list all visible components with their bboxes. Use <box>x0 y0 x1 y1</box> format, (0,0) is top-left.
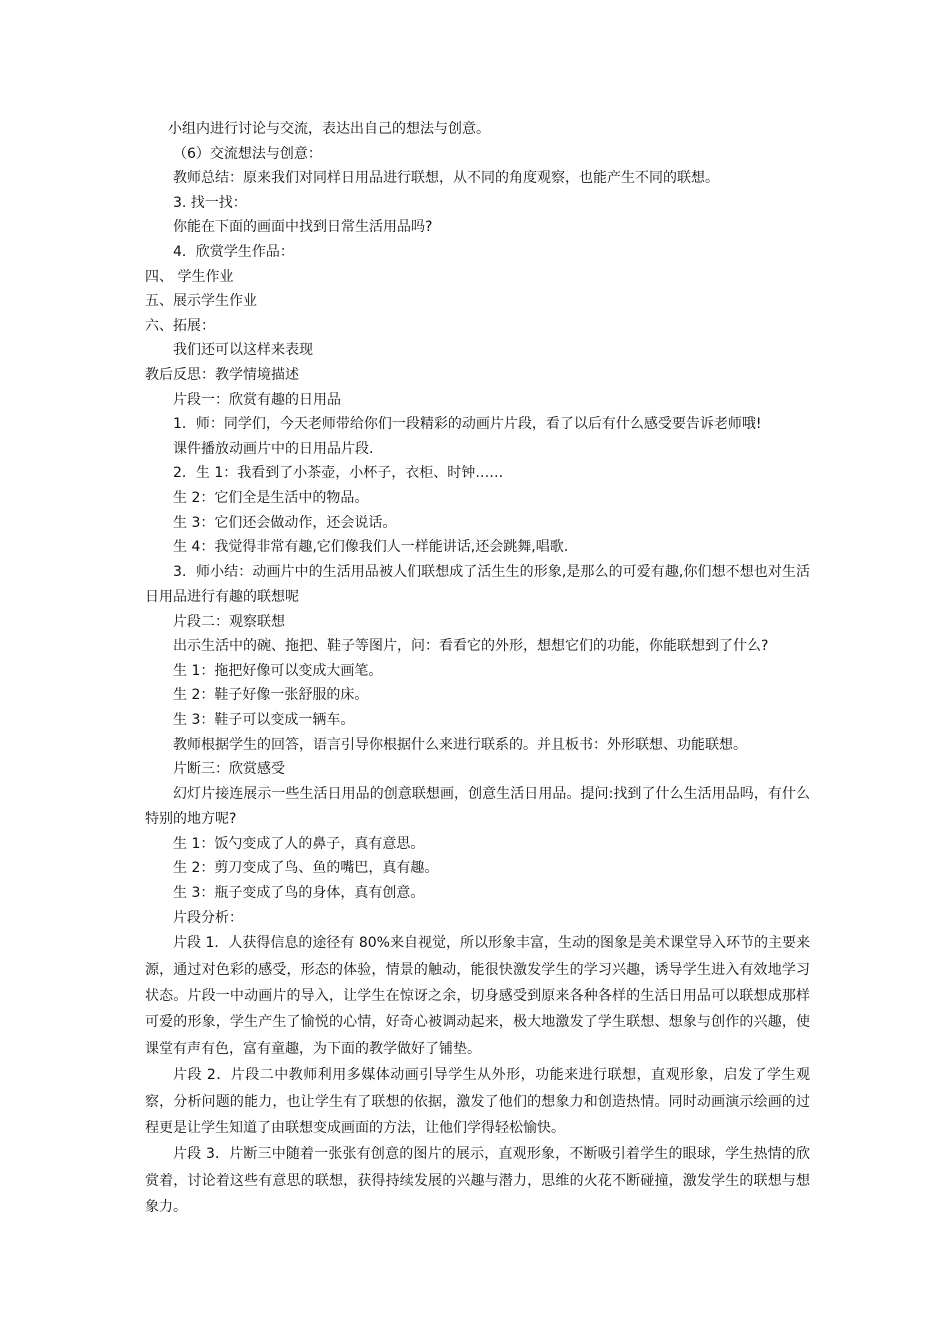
text-line: 生 3：瓶子变成了鸟的身体，真有创意。 <box>173 885 425 902</box>
text-line: 你能在下面的画面中找到日常生活用品吗? <box>173 219 433 236</box>
paragraph-analysis-2: 片段 2．片段二中教师利用多媒体动画引导学生从外形，功能来进行联想，直观形象，启发了学生观察，分析问题的能力，也让学生有了联想的依据，激发了他们的想象力和创造热情。同时动画演示绘画的过程更是让学生知道了由联想变成画面的方法，让他们学得轻松愉快。 <box>145 1067 810 1137</box>
text-line: 生 2：剪刀变成了鸟、鱼的嘴巴，真有趣。 <box>173 860 439 877</box>
section-heading: 四、 学生作业 <box>145 268 234 285</box>
text-line: 生 3：它们还会做动作，还会说话。 <box>173 514 397 531</box>
text-line: 4．欣赏学生作品： <box>173 243 294 260</box>
paragraph-analysis-3: 片段 3．片断三中随着一张张有创意的图片的展示，直观形象，不断吸引着学生的眼球，学生热情的欣赏着，讨论着这些有意思的联想，获得持续发展的兴趣与潜力，思维的火花不断碰撞，激发学生的联想与想象力。 <box>145 1146 810 1216</box>
paragraph-teacher-summary: 3．师小结：动画片中的生活用品被人们联想成了活生生的形象,是那么的可爱有趣,你们想不想也对生活日用品进行有趣的联想呢 <box>145 563 810 605</box>
text-line: 生 2：鞋子好像一张舒服的床。 <box>173 687 369 704</box>
text-line: 1．师：同学们，今天老师带给你们一段精彩的动画片片段，看了以后有什么感受要告诉老师哦! <box>173 416 762 433</box>
subsection-heading: 片段分析： <box>173 909 243 926</box>
text-line: 2．生 1：我看到了小茶壶，小杯子，衣柜、时钟…… <box>173 465 504 482</box>
text-line: 生 2：它们全是生活中的物品。 <box>173 489 369 506</box>
subsection-heading: 片段一：欣赏有趣的日用品 <box>173 391 341 408</box>
section-heading: 六、拓展： <box>145 317 215 334</box>
text-line: 生 3：鞋子可以变成一辆车。 <box>173 712 355 729</box>
section-heading: 教后反思：教学情境描述 <box>145 366 299 383</box>
paragraph-slides: 幻灯片接连展示一些生活日用品的创意联想画，创意生活日用品。提问:找到了什么生活用品吗，有什么特别的地方呢? <box>145 785 810 827</box>
text-line: 小组内进行讨论与交流，表达出自己的想法与创意。 <box>168 121 490 137</box>
text-line: 我们还可以这样来表现 <box>173 342 313 359</box>
text-line: 生 1：饭勺变成了人的鼻子，真有意思。 <box>173 835 425 852</box>
text-line: 课件播放动画片中的日用品片段. <box>173 440 374 457</box>
subsection-heading: 片段二：观察联想 <box>173 613 285 630</box>
paragraph-analysis-1: 片段 1．人获得信息的途径有 80%来自视觉，所以形象丰富，生动的图象是美术课堂导入环节的主要来源，通过对色彩的感受，形态的体验，情景的触动，能很快激发学生的学习兴趣，诱导学生进入有效地学习状态。片段一中动画片的导入，让学生在惊讶之余，切身感受到原来各种各样的生活日用品可以联想成那样可爱的形象，学生产生了愉悦的心情，好奇心被调动起来，极大地激发了学生联想、想象与创作的兴趣，使课堂有声有色，富有童趣，为下面的教学做好了铺垫。 <box>145 935 810 1057</box>
document-body <box>145 117 810 1221</box>
section-heading: 五、展示学生作业 <box>145 293 257 310</box>
text-line: 生 4：我觉得非常有趣,它们像我们人一样能讲话,还会跳舞,唱歌. <box>173 539 569 556</box>
subsection-heading: 片断三：欣赏感受 <box>173 761 285 778</box>
text-line: 出示生活中的碗、拖把、鞋子等图片，问：看看它的外形，想想它们的功能，你能联想到了什么? <box>173 638 769 655</box>
text-line: 3. 找一找： <box>173 194 247 211</box>
text-line: 生 1：拖把好像可以变成大画笔。 <box>173 662 383 679</box>
text-line: 教师总结：原来我们对同样日用品进行联想，从不同的角度观察，也能产生不同的联想。 <box>173 170 719 187</box>
text-line: （6）交流想法与创意： <box>173 145 322 162</box>
text-line: 教师根据学生的回答，语言引导你根据什么来进行联系的。并且板书：外形联想、功能联想。 <box>173 736 747 753</box>
